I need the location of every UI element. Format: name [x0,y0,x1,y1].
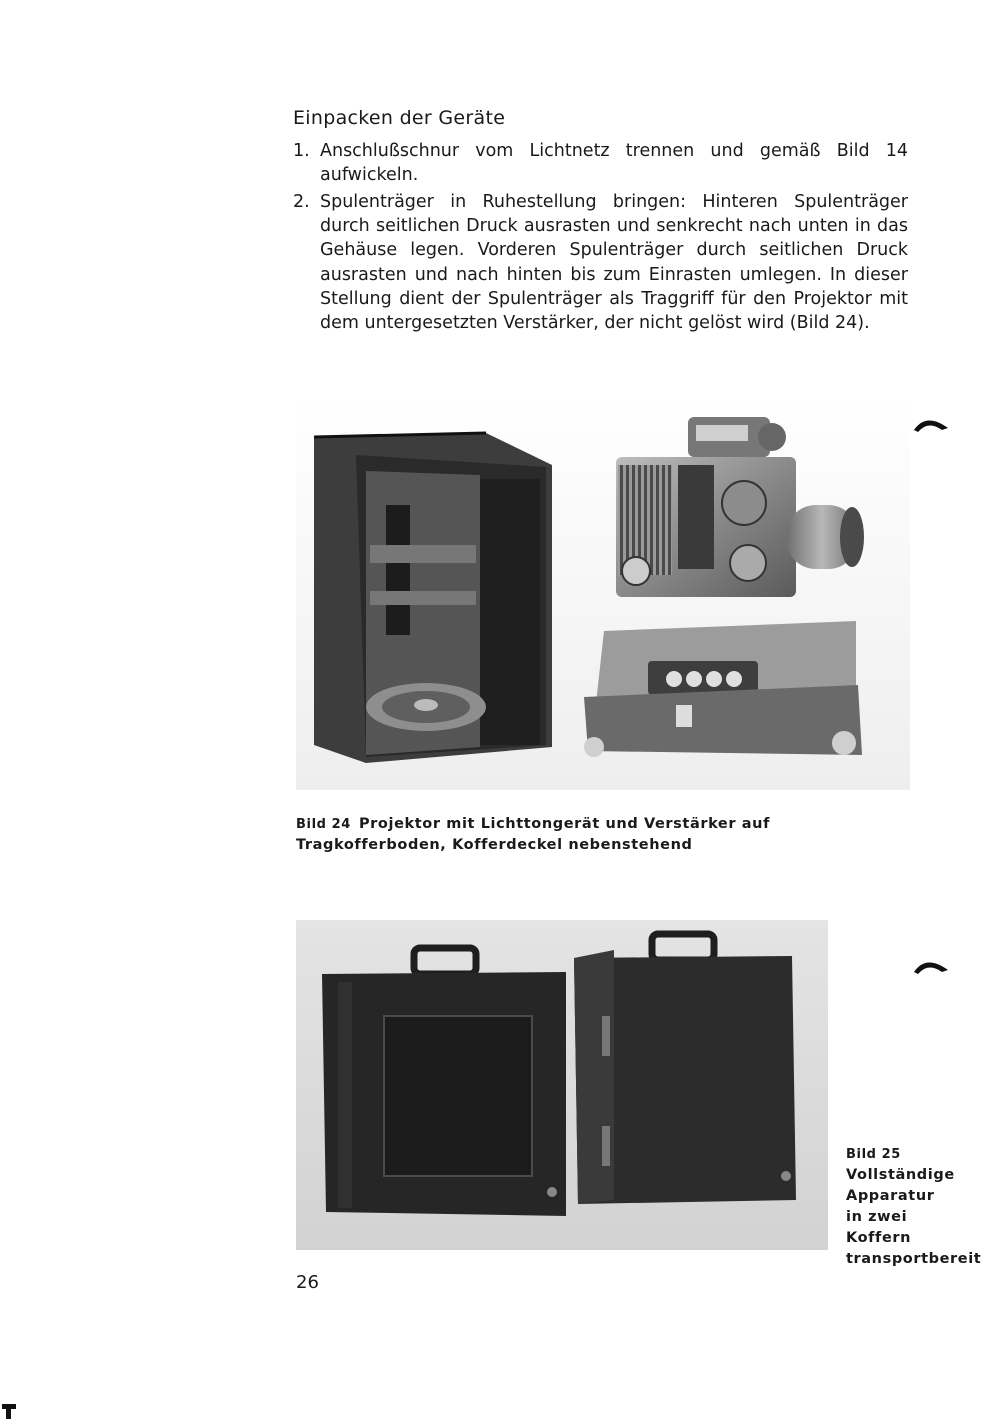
figure-caption-text: Projektor mit Lichttongerät und Verstärker auf Tragkofferboden, Kofferdeckel nebenstehend [296,816,770,853]
corner-mark-icon [0,1400,20,1419]
instruction-number: 2. [293,192,310,212]
instruction-text: Anschlußschnur vom Lichtnetz trennen und gemäß Bild 14 aufwickeln. [320,141,908,186]
margin-mark-icon [912,952,952,976]
figure-24-caption [296,814,916,856]
instruction-text: Spulenträger in Ruhestellung bringen: Hinteren Spulenträger durch seitlichen Druck ausrasten und senkrecht nach unten in das Gehäuse legen. Vorderen Spulenträger durch seitlichen Druck ausrasten und nach hinten bis zum Einrasten umlegen. In dieser Stellung dient der Spulenträger als Traggriff für den Projektor mit dem untergesetzten Verstärker, der nicht gelöst wird (Bild 24). [320,192,908,334]
case-left [322,948,566,1216]
margin-mark-icon [912,410,952,434]
figure-25-caption [846,1144,982,1270]
instruction-item [293,190,908,335]
two-cases-illustration [296,920,828,1250]
instruction-number: 1. [293,141,310,161]
figure-label: Bild 25 [846,1147,901,1162]
case-right [574,934,796,1204]
page-number: 26 [296,1272,319,1293]
section-heading: Einpacken der Geräte [293,107,506,129]
figure-caption-text: Vollständige Apparatur in zwei Koffern transportbereit [846,1167,982,1267]
amplifier-base [584,621,862,757]
case-lid [314,433,552,763]
figure-25-photo [296,920,828,1250]
figure-label: Bild 24 [296,817,351,832]
figure-24-photo [296,395,910,790]
projector-and-case-illustration [296,395,910,790]
instruction-item [293,139,908,187]
